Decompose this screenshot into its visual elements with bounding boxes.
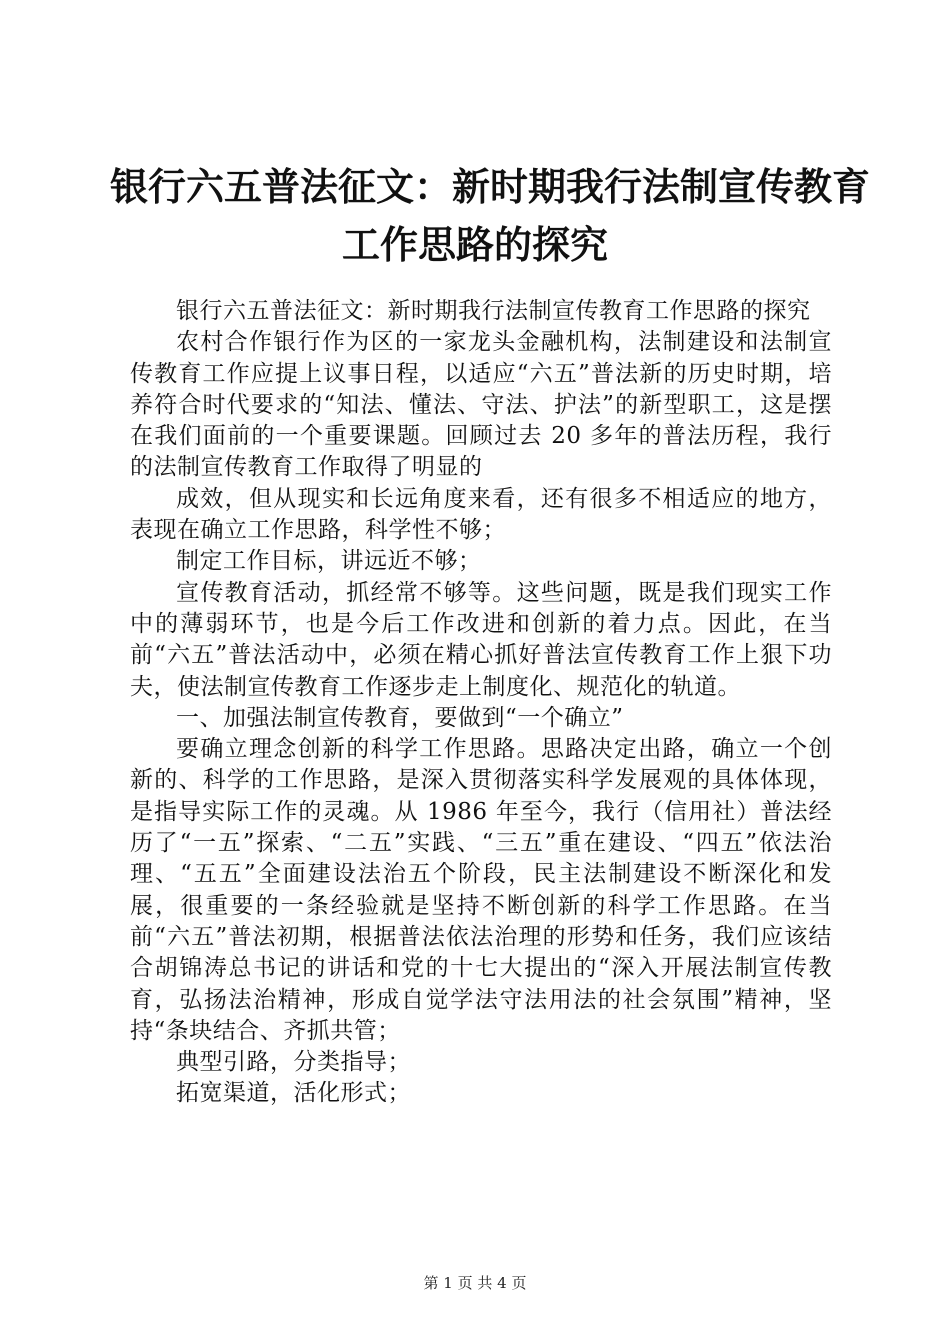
section-heading-1: 一、加强法制宣传教育，要做到“一个确立” [176,704,624,731]
paragraph-thinking: 要确立理念创新的科学工作思路。思路决定出路，确立一个创新的、科学的工作思路，是深入贯彻落实科学发展观的具体体现，是指导实际工作的灵魂。从 1986 年至今，我行（信用社）普法经历了“一五”探索、“二五”实践、“三五”重在建设、“四五”依法治理、“五五”全面建设法治五个阶段，民主法制建设不断深化和发展，很重要的一条经验就是坚持不断创新的科学工作思路。在当前“六五”普法初期，根据普法依法治理的形势和任务，我们应该结合胡锦涛总书记的讲话和党的十七大提出的“深入开展法制宣传教育，弘扬法治精神，形成自觉学法守法用法的社会氛围”精神，坚持“条块结合、齐抓共管； [130,736,832,1044]
paragraph-achievements: 成效，但从现实和长远角度来看，还有很多不相适应的地方，表现在确立工作思路，科学性不够； [130,485,832,544]
paragraph-subtitle: 银行六五普法征文：新时期我行法制宣传教育工作思路的探究 [176,298,811,324]
paragraph-intro: 农村合作银行作为区的一家龙头金融机构，法制建设和法制宣传教育工作应提上议事日程，以适应“六五”普法新的历史时期，培养符合时代要求的“知法、懂法、守法、护法”的新型职工，这是摆在我们面前的一个重要课题。回顾过去 20 多年的普法历程，我行的法制宣传教育工作取得了明显的 [130,329,832,481]
document-body [130,296,832,1110]
page-footer: 第 1 页 共 4 页 [423,1274,527,1292]
document-title [110,158,871,274]
paragraph-problems: 宣传教育活动，抓经常不够等。这些问题，既是我们现实工作中的薄弱环节，也是今后工作改进和创新的着力点。因此，在当前“六五”普法活动中，必须在精心抓好普法宣传教育工作上狠下功夫，使法制宣传教育工作逐步走上制度化、规范化的轨道。 [130,579,832,700]
paragraph-typical-guidance: 典型引路，分类指导； [176,1049,411,1076]
title-line-1: 银行六五普法征文：新时期我行法制宣传教育 [110,164,871,209]
paragraph-goals: 制定工作目标，讲远近不够； [176,548,482,575]
paragraph-channels: 拓宽渠道，活化形式； [176,1080,411,1107]
title-line-2: 工作思路的探究 [341,222,608,267]
